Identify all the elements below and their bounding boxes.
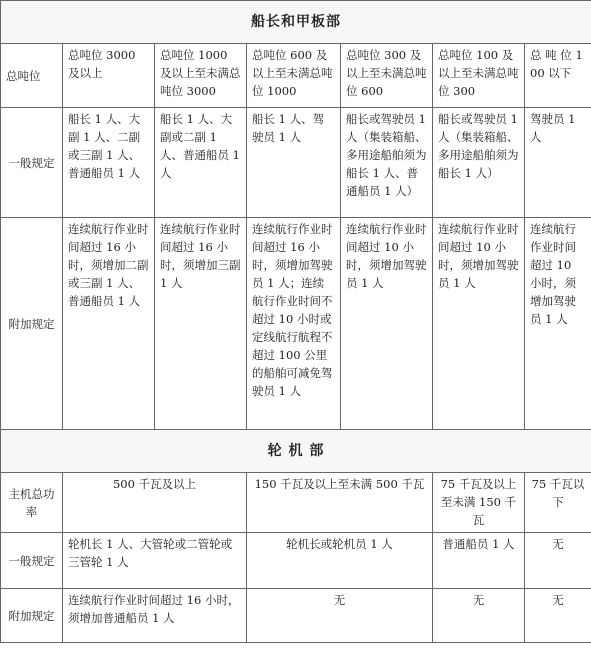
deck-general-cell-4: 船长或驾驶员 1 人（集装箱船、多用途船舶须为船长 1 人、普通船员 1 人） bbox=[341, 108, 433, 218]
engine-general-cell-2: 轮机长或轮机员 1 人 bbox=[247, 533, 433, 589]
deck-additional-cell-1: 连续航行作业时间超过 16 小时，须增加二副或三副 1 人、普通船员 1 人 bbox=[63, 218, 155, 430]
deck-additional-cell-3: 连续航行作业时间超过 16 小时，须增加驾驶员 1 人；连续航行作业时间不超过 10 小时或定线航行航程不超过 100 公里的船舶可减免驾驶员 1 人 bbox=[247, 218, 341, 430]
deck-general-cell-2: 船长 1 人、大副或二副 1 人、普通船员 1 人 bbox=[155, 108, 247, 218]
deck-general-cell-6: 驾驶员 1 人 bbox=[525, 108, 591, 218]
engine-general-cell-3: 普通船员 1 人 bbox=[433, 533, 525, 589]
deck-additional-cell-2: 连续航行作业时间超过 16 小时，须增加三副 1 人 bbox=[155, 218, 247, 430]
engine-additional-cell-2: 无 bbox=[247, 589, 433, 643]
tonnage-col-2: 总吨位 1000 及以上至未满总吨位 3000 bbox=[155, 44, 247, 108]
engine-additional-cell-3: 无 bbox=[433, 589, 525, 643]
engine-general-label: 一般规定 bbox=[1, 533, 63, 589]
tonnage-label: 总吨位 bbox=[1, 44, 63, 108]
tonnage-col-1: 总吨位 3000 及以上 bbox=[63, 44, 155, 108]
engine-additional-cell-1: 连续航行作业时间超过 16 小时，须增加普通船员 1 人 bbox=[63, 589, 247, 643]
deck-additional-cell-5: 连续航行作业时间超过 10 小时，须增加驾驶员 1 人 bbox=[433, 218, 525, 430]
engine-additional-cell-4: 无 bbox=[525, 589, 591, 643]
engine-additional-label: 附加规定 bbox=[1, 589, 63, 643]
tonnage-col-3: 总吨位 600 及以上至未满总吨位 1000 bbox=[247, 44, 341, 108]
deck-general-cell-5: 船长或驾驶员 1 人（集装箱船、多用途船舶须为船长 1 人） bbox=[433, 108, 525, 218]
engine-general-cell-1: 轮机长 1 人、大管轮或二管轮或三管轮 1 人 bbox=[63, 533, 247, 589]
deck-additional-label: 附加规定 bbox=[1, 218, 63, 430]
deck-general-label: 一般规定 bbox=[1, 108, 63, 218]
tonnage-col-5: 总吨位 100 及以上至未满总吨位 300 bbox=[433, 44, 525, 108]
power-label: 主机总功率 bbox=[1, 473, 63, 533]
power-col-3: 75 千瓦及以上至未满 150 千瓦 bbox=[433, 473, 525, 533]
power-col-4: 75 千瓦以下 bbox=[525, 473, 591, 533]
deck-additional-cell-4: 连续航行作业时间超过 10 小时，须增加驾驶员 1 人 bbox=[341, 218, 433, 430]
tonnage-col-4: 总吨位 300 及以上至未满总吨位 600 bbox=[341, 44, 433, 108]
deck-general-cell-1: 船长 1 人、大副 1 人、二副或三副 1 人、普通船员 1 人 bbox=[63, 108, 155, 218]
engine-general-cell-4: 无 bbox=[525, 533, 591, 589]
engine-section-title: 轮 机 部 bbox=[1, 430, 591, 473]
deck-additional-cell-6: 连续航行作业时间超过 10 小时，须增加驾驶员 1 人 bbox=[525, 218, 591, 430]
power-col-1: 500 千瓦及以上 bbox=[63, 473, 247, 533]
tonnage-col-6: 总 吨 位 100 以下 bbox=[525, 44, 591, 108]
power-col-2: 150 千瓦及以上至未满 500 千瓦 bbox=[247, 473, 433, 533]
deck-general-cell-3: 船长 1 人、驾驶员 1 人 bbox=[247, 108, 341, 218]
deck-section-title: 船长和甲板部 bbox=[1, 1, 591, 44]
